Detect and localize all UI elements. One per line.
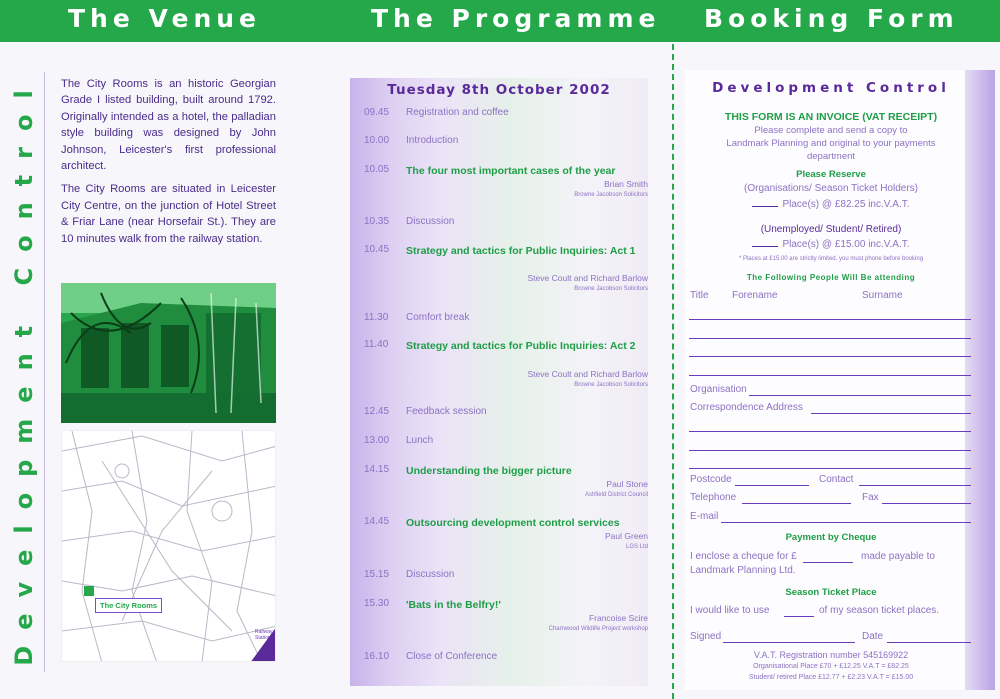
address-line-4[interactable] [689, 468, 971, 469]
org-holders-line: (Organisations/ Season Ticket Holders) [744, 183, 918, 194]
cheque-label: I enclose a cheque for £ [690, 551, 797, 562]
season-ticket-heading: Season Ticket Place [785, 587, 877, 598]
cheque-payable: made payable to [861, 551, 935, 562]
programme-slot [350, 598, 648, 642]
slot-time: 09.45 [364, 107, 390, 118]
slot-speaker: Steve Coult and Richard Barlow [527, 273, 648, 283]
slot-time: 11.40 [364, 339, 389, 350]
slot-time: 10.00 [364, 135, 390, 146]
slot-speaker: Paul Stone [606, 479, 648, 489]
header-booking-form: Booking Form [704, 4, 959, 33]
header-bar [0, 0, 1000, 42]
venue-description [61, 76, 276, 254]
season-use-suffix: of my season ticket places. [819, 605, 940, 616]
date-field[interactable] [887, 642, 971, 643]
organisation-field[interactable] [749, 395, 971, 396]
slot-organisation: Charnwood Wildlife Project workshop [548, 626, 648, 632]
slot-description: Discussion [406, 216, 455, 227]
attendee-line-1[interactable] [689, 319, 971, 320]
slot-organisation: LGS Ltd [625, 544, 648, 550]
slot-description: Registration and coffee [406, 107, 509, 118]
venue-photo [61, 283, 276, 423]
map-label-station: Railway Station [255, 629, 273, 641]
slot-description: Introduction [406, 135, 459, 146]
slot-time: 10.45 [364, 244, 390, 255]
contact-field[interactable] [859, 485, 971, 486]
cheque-payee: Landmark Planning Ltd. [690, 565, 796, 576]
slot-organisation: Browne Jacobson Solicitors [574, 286, 648, 292]
slot-speaker: Steve Coult and Richard Barlow [527, 369, 648, 379]
fold-divider [672, 44, 674, 699]
slot-time: 15.30 [364, 598, 390, 609]
unemployed-places-blank[interactable] [752, 238, 778, 247]
booking-title: Development Control [712, 80, 950, 96]
address-label: Correspondence Address [690, 402, 803, 413]
places-note: * Places at £15.00 are strictly limited, you must phone before booking [738, 256, 924, 262]
telephone-label: Telephone [690, 492, 737, 503]
slot-description: Comfort break [406, 312, 470, 323]
col-surname: Surname [862, 290, 903, 301]
slot-description: Strategy and tactics for Public Inquiries: Act 1 [406, 245, 636, 257]
booking-form [685, 70, 977, 690]
header-venue: The Venue [68, 4, 261, 33]
payment-heading: Payment by Cheque [785, 532, 877, 543]
slot-time: 16.10 [364, 651, 390, 662]
programme-slot [350, 339, 648, 399]
instructions-line-3: department [806, 151, 856, 162]
invoice-notice: THIS FORM IS AN INVOICE (VAT RECEIPT) [724, 111, 938, 123]
header-programme: The Programme [371, 4, 661, 33]
slot-description: The four most important cases of the year [406, 165, 616, 177]
slot-time: 10.05 [364, 164, 390, 175]
email-field[interactable] [721, 522, 971, 523]
vertical-rule [44, 72, 45, 672]
slot-time: 15.15 [364, 569, 390, 580]
org-places-label: Place(s) @ £82.25 inc.V.A.T. [782, 199, 910, 210]
programme-slot [350, 464, 648, 508]
attending-heading: The Following People Will Be attending [746, 273, 916, 282]
programme-panel [350, 78, 648, 686]
slot-description: Outsourcing development control services [406, 517, 620, 529]
price-student: Student/ retired Place £12.77 + £2.23 V.A.T = £15.00 [748, 674, 914, 681]
slot-description: Close of Conference [406, 651, 498, 662]
postcode-field[interactable] [735, 485, 809, 486]
org-places-field[interactable] [685, 198, 977, 210]
date-label: Date [862, 631, 884, 642]
instructions-line-1: Please complete and send a copy to [754, 125, 908, 136]
slot-time: 11.30 [364, 312, 389, 323]
slot-time: 10.35 [364, 216, 390, 227]
unemployed-places-field[interactable] [685, 238, 977, 250]
instructions-line-2: Landmark Planning and original to your payments [726, 138, 936, 149]
cheque-amount-field[interactable] [803, 562, 853, 563]
please-reserve: Please Reserve [796, 169, 866, 180]
attendee-line-2[interactable] [689, 338, 971, 339]
vat-registration: V.A.T. Registration number 545169922 [753, 650, 909, 660]
slot-time: 14.45 [364, 516, 390, 527]
slot-speaker: Brian Smith [604, 179, 648, 189]
slot-description: Strategy and tactics for Public Inquiries: Act 2 [406, 340, 636, 352]
address-line-2[interactable] [689, 431, 971, 432]
slot-organisation: Browne Jacobson Solicitors [574, 192, 648, 198]
street-map [61, 430, 276, 662]
signed-label: Signed [690, 631, 722, 642]
slot-time: 13.00 [364, 435, 390, 446]
unemployed-line: (Unemployed/ Student/ Retired) [760, 224, 902, 235]
col-forename: Forename [732, 290, 778, 301]
slot-description: Discussion [406, 569, 455, 580]
season-use-label: I would like to use [690, 605, 770, 616]
building-photo-image [61, 283, 276, 423]
org-places-blank[interactable] [752, 198, 778, 207]
signature-field[interactable] [723, 642, 855, 643]
map-label-city-rooms: The City Rooms [95, 598, 162, 613]
organisation-label: Organisation [690, 384, 747, 395]
address-line-3[interactable] [689, 450, 971, 451]
col-title: Title [690, 290, 709, 301]
slot-organisation: Browne Jacobson Solicitors [574, 382, 648, 388]
attendee-line-4[interactable] [689, 375, 971, 376]
slot-time: 14.15 [364, 464, 390, 475]
slot-description: Lunch [406, 435, 434, 446]
fax-label: Fax [862, 492, 879, 503]
vertical-title-text: Development Control [10, 74, 38, 666]
price-organisational: Organisational Place £70 + £12.25 V.A.T = £82.25 [753, 663, 909, 670]
postcode-label: Postcode [690, 474, 732, 485]
slot-description: 'Bats in the Belfry!' [406, 599, 501, 611]
street-map-image [62, 431, 276, 662]
contact-label: Contact [819, 474, 854, 485]
address-field-1[interactable] [811, 413, 971, 414]
slot-description: Understanding the bigger picture [406, 465, 572, 477]
unemployed-places-label: Place(s) @ £15.00 inc.V.A.T. [782, 239, 910, 250]
slot-organisation: Ashfield District Council [584, 492, 648, 498]
telephone-field[interactable] [742, 503, 851, 504]
programme-slot [350, 516, 648, 560]
fax-field[interactable] [882, 503, 971, 504]
vertical-title [4, 70, 44, 670]
slot-time: 12.45 [364, 406, 390, 417]
season-places-field[interactable] [784, 616, 814, 617]
email-label: E-mail [690, 511, 719, 522]
programme-date: Tuesday 8th October 2002 [387, 82, 611, 98]
programme-slot [350, 244, 648, 304]
slot-description: Feedback session [406, 406, 487, 417]
venue-paragraph-1: The City Rooms is an historic Georgian Grade I listed building, built around 1792. Originally intended as a hotel, the palladian style building was designed by John Johnson, Leicester's first professional architect. [61, 78, 276, 173]
venue-map-marker [84, 586, 94, 596]
slot-speaker: Paul Green [605, 531, 648, 541]
slot-speaker: Francoise Scire [588, 613, 648, 623]
venue-paragraph-2: The City Rooms are situated in Leicester City Centre, on the junction of Hotel Street & Friar Lane (near Horsefair St.). They are 10 minutes walk from the railway station. [61, 183, 276, 245]
programme-slot [350, 164, 648, 208]
attendee-line-3[interactable] [689, 356, 971, 357]
